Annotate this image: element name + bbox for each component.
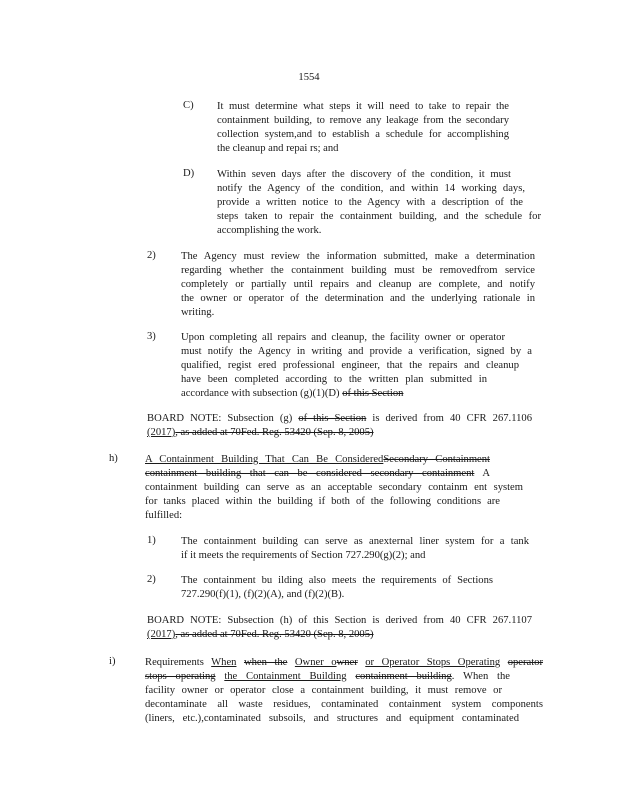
item-marker: 3) bbox=[147, 331, 156, 342]
text-line: provide a written notice to the Agency with a description of the bbox=[217, 197, 523, 208]
text-line: have been completed according to the written plan submitted in bbox=[181, 374, 487, 385]
text-line: The containment building can serve as anexternal liner system for a tank bbox=[181, 536, 529, 547]
text-run: accordance with subsection (g)(1)(D) bbox=[181, 388, 343, 399]
text-line: steps taken to repair the containment building, and the schedule for bbox=[217, 211, 541, 222]
struck-text: wner bbox=[336, 657, 358, 668]
text-line: completely or partially until repairs and cleanup are complete, and notify bbox=[181, 279, 535, 290]
underlined-text: (2017) bbox=[147, 427, 176, 438]
underlined-text: A Containment Building That Can Be Considered bbox=[145, 454, 384, 465]
text-line: 727.290(f)(1), (f)(2)(A), and (f)(2)(B). bbox=[181, 589, 345, 600]
text-line: if it meets the requirements of Section 727.290(g)(2); and bbox=[181, 550, 426, 561]
text-line bbox=[145, 453, 490, 467]
text-run: is derived from 40 CFR 267.1106 bbox=[366, 413, 532, 424]
text-line: BOARD NOTE: Subsection (h) of this Section is derived from 40 CFR 267.1107 bbox=[147, 615, 532, 626]
text-line: fulfilled: bbox=[145, 510, 183, 521]
struck-text: operator bbox=[507, 657, 543, 668]
text-line: qualified, regist ered professional engineer, that the repairs and cleanup bbox=[181, 360, 519, 371]
item-marker: C) bbox=[183, 100, 194, 111]
text-line: (liners, etc.),contaminated subsoils, and structures and equipment contaminated bbox=[145, 713, 519, 724]
text-run: BOARD NOTE: Subsection (g) bbox=[147, 413, 299, 424]
item-marker: 1) bbox=[147, 535, 156, 546]
struck-text: stops operating bbox=[145, 671, 216, 682]
text-line: The Agency must review the information submitted, make a determination bbox=[181, 251, 535, 262]
text-line: decontaminate all waste residues, contaminated containment system components bbox=[145, 699, 543, 710]
text-line: must notify the Agency in writing and provide a verification, signed by a bbox=[181, 346, 532, 357]
text-run: . When the bbox=[451, 671, 510, 682]
board-note-g bbox=[147, 412, 532, 440]
text-line: It must determine what steps it will need to take to repair the bbox=[217, 101, 509, 112]
text-line: writing. bbox=[181, 307, 215, 318]
text-line: collection system,and to establish a schedule for accomplishing bbox=[217, 129, 509, 140]
text-run: A bbox=[474, 468, 490, 479]
text-run: Requirements bbox=[145, 657, 212, 668]
board-note-h bbox=[147, 614, 532, 642]
struck-text: containment building that can be considered secondary containment bbox=[145, 468, 475, 479]
item-marker: 2) bbox=[147, 574, 156, 585]
section-marker: h) bbox=[109, 453, 118, 464]
section-marker: i) bbox=[109, 656, 116, 667]
text-line: the cleanup and repai rs; and bbox=[217, 143, 339, 154]
underlined-text: Owner o bbox=[294, 657, 337, 668]
text-line bbox=[147, 628, 532, 642]
text-line bbox=[145, 467, 490, 481]
item-marker: 2) bbox=[147, 250, 156, 261]
underlined-text: (2017) bbox=[147, 629, 176, 640]
struck-text: containment building bbox=[355, 671, 452, 682]
text-line: regarding whether the containment building must be removedfrom service bbox=[181, 265, 535, 276]
text-line bbox=[145, 670, 510, 684]
struck-text: of this Section bbox=[342, 388, 404, 399]
struck-text: when the bbox=[243, 657, 288, 668]
struck-text: of this Section bbox=[298, 413, 367, 424]
text-line: containment building, to remove any leakage from the secondary bbox=[217, 115, 509, 126]
struck-text: , as added at 70Fed. Reg. 53420 (Sep. 8, 2005) bbox=[175, 629, 374, 640]
struck-text: , as added at 70Fed. Reg. 53420 (Sep. 8, 2005) bbox=[175, 427, 374, 438]
struck-text: Secondary Containment bbox=[383, 454, 490, 465]
text-line: the owner or operator of the determination and the underlying rationale in bbox=[181, 293, 535, 304]
text-line bbox=[145, 656, 543, 670]
text-line bbox=[147, 412, 532, 426]
item-marker: D) bbox=[183, 168, 195, 179]
text-line: notify the Agency of the condition, and within 14 working days, bbox=[217, 183, 525, 194]
text-line bbox=[147, 426, 532, 440]
underlined-text: the Containment Building bbox=[224, 671, 347, 682]
text-line: Upon completing all repairs and cleanup, the facility owner or operator bbox=[181, 332, 505, 343]
page-number: 1554 bbox=[298, 72, 320, 83]
text-line: Within seven days after the discovery of the condition, it must bbox=[217, 169, 511, 180]
underlined-text: When bbox=[211, 657, 237, 668]
underlined-text: or Operator Stops Operating bbox=[365, 657, 501, 668]
text-line: containment building can serve as an acceptable secondary containm ent system bbox=[145, 482, 523, 493]
text-line: The containment bu ilding also meets the requirements of Sections bbox=[181, 575, 493, 586]
text-line: for tanks placed within the building if both of the following conditions are bbox=[145, 496, 500, 507]
text-line: accomplishing the work. bbox=[217, 225, 322, 236]
text-line bbox=[181, 387, 532, 401]
text-line: facility owner or operator close a containment building, it must remove or bbox=[145, 685, 502, 696]
